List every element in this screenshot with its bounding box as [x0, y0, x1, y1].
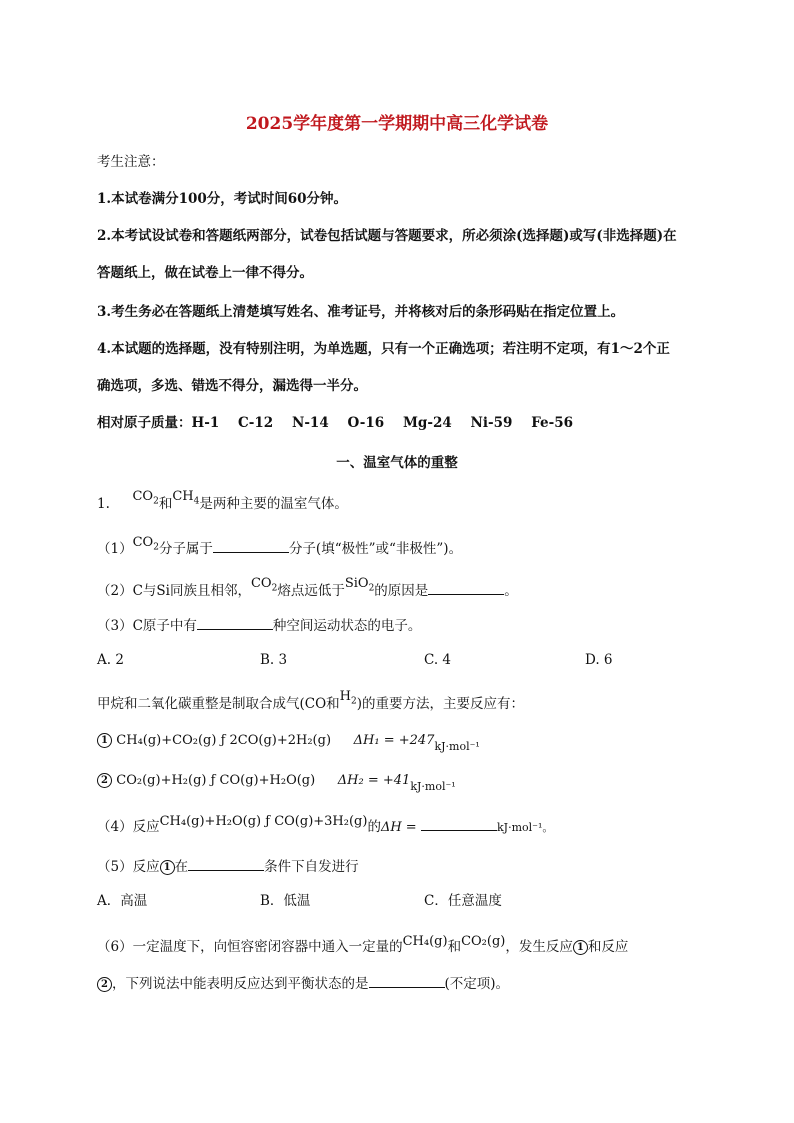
question-1: [97, 489, 348, 515]
option-b[interactable]: B. 3: [260, 652, 288, 668]
option-high-temp[interactable]: A．高温: [97, 893, 148, 909]
answer-blank-5[interactable]: [188, 858, 264, 871]
section-heading: 一、温室气体的重整: [336, 455, 458, 471]
question-1-5: （5）反应 1 在 条件下自发进行: [97, 859, 359, 875]
notice-item-3: 3.考生务必在答题纸上清楚填写姓名、准考证号，并将核对后的条形码贴在指定位置上。: [97, 304, 625, 320]
reaction-1: 1 CH₄(g)+CO₂(g) ƒ 2CO(g)+2H₂(g) $\Delta H_1 = +247_{kJ\cdot mol^{-1}}$: [97, 733, 480, 748]
circle-marker-1: 1: [97, 733, 112, 748]
question-1-6b: 2 ，下列说法中能表明反应达到平衡状态的是 (不定项)。: [97, 975, 509, 992]
question-1-4: （4）反应CH₄(g)+H₂O(g) ƒ CO(g)+3H₂(g)的ΔH = kJ·mol⁻¹。: [97, 814, 554, 835]
question-1-6a: （6）一定温度下，向恒容密闭容器中通入一定量的CH₄(g)和CO₂(g)，发生反应 1 和反应: [97, 934, 629, 955]
notice-item-2a: 2.本考试设试卷和答题纸两部分，试卷包括试题与答题要求，所必须涂(选择题)或写(非选择题)在: [97, 228, 677, 244]
option-low-temp[interactable]: B．低温: [260, 893, 311, 909]
q1-number: 1.: [97, 496, 110, 512]
option-d[interactable]: D. 6: [585, 652, 613, 668]
answer-blank-4[interactable]: [421, 818, 497, 831]
option-c[interactable]: C. 4: [424, 652, 452, 668]
notice-item-2b: 答题纸上，做在试卷上一律不得分。: [97, 265, 313, 281]
question-1-3: （3）C原子中有 种空间运动状态的电子。: [97, 618, 422, 634]
option-any-temp[interactable]: C．任意温度: [424, 893, 502, 909]
atomic-masses: 相对原子质量：H-1 C-12 N-14 O-16 Mg-24 Ni-59 Fe-56: [97, 415, 574, 431]
reforming-intro: 甲烷和二氧化碳重整是制取合成气(CO和$H_2$)的重要方法，主要反应有：: [97, 689, 525, 712]
answer-blank-3[interactable]: [197, 617, 273, 630]
answer-blank-1[interactable]: [213, 540, 289, 553]
q1-co2: $CO_2$: [132, 489, 159, 507]
q1-text: 是两种主要的温室气体。: [199, 496, 348, 512]
notice-item-4a: 4.本试题的选择题，没有特别注明，为单选题，只有一个正确选项；若注明不定项，有1～2个正: [97, 341, 670, 357]
q1-and: 和: [158, 496, 173, 512]
notice-heading: 考生注意：: [97, 154, 165, 170]
circle-marker-2: 2: [97, 773, 112, 788]
answer-blank-2[interactable]: [428, 582, 504, 595]
reaction-2: 2 CO₂(g)+H₂(g) ƒ CO(g)+H₂O(g) $\Delta H_2 = +41_{kJ\cdot mol^{-1}}$: [97, 773, 456, 788]
question-1-2: （2）C与Si同族且相邻，$CO_2$熔点远低于SiO$_2$的原因是 。: [97, 576, 518, 599]
exam-title: 2025学年度第一学期期中高三化学试卷: [245, 114, 549, 134]
notice-item-4b: 确选项，多选、错选不得分，漏选得一半分。: [97, 378, 367, 394]
q1-ch4: $CH_4$: [172, 489, 200, 507]
notice-item-1: 1.本试卷满分100分，考试时间60分钟。: [97, 191, 348, 207]
option-a[interactable]: A. 2: [97, 652, 124, 668]
question-1-1: $(1)CO_2$分子属于 分子(填“极性”或“非极性”)。: [97, 535, 463, 557]
answer-blank-6[interactable]: [369, 975, 445, 988]
